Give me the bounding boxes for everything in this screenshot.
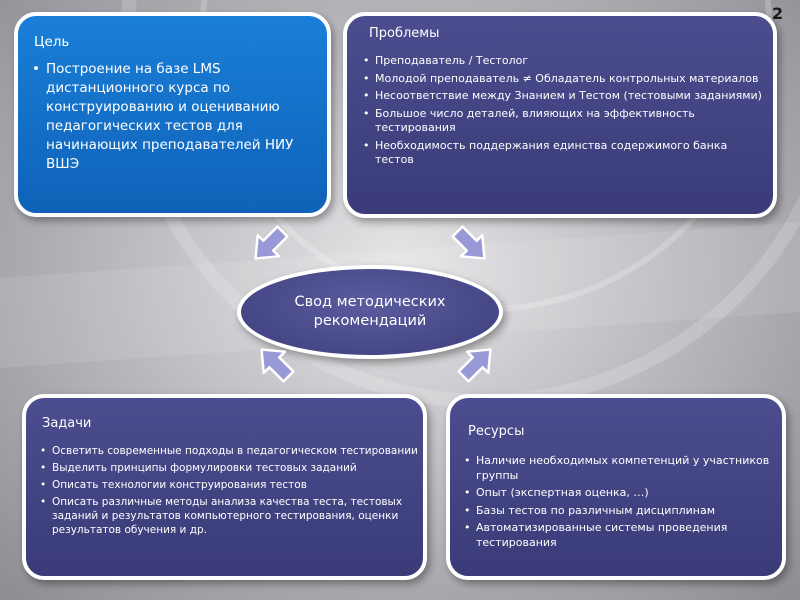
resources-item: • Базы тестов по различным дисциплинам <box>464 504 774 519</box>
problems-item: • Преподаватель / Тестолог <box>363 54 763 69</box>
goal-box <box>14 12 331 217</box>
goal-title: Цель <box>34 34 70 50</box>
goal-item: • Построение на базе LMS дистанционного курса по конструированию и оцениванию педагогических тестов для начинающих преподавателей НИУ ВШЭ <box>32 60 322 174</box>
resources-item: • Автоматизированные системы проведения тестирования <box>464 521 774 550</box>
problems-box <box>343 12 777 218</box>
problems-item: • Большое число деталей, влияющих на эффективность тестирования <box>363 107 763 136</box>
problems-item: • Несоответствие между Знанием и Тестом (тестовыми заданиями) <box>363 89 763 104</box>
tasks-box <box>22 394 427 580</box>
tasks-item: • Описать технологии конструирования тестов <box>40 478 420 492</box>
goal-list <box>32 60 322 174</box>
arrow-down-right-icon <box>246 222 292 268</box>
resources-list <box>464 454 774 553</box>
problems-list <box>363 54 763 171</box>
resources-title: Ресурсы <box>468 424 525 439</box>
tasks-list <box>40 444 420 540</box>
problems-item: • Молодой преподаватель ≠ Обладатель контрольных материалов <box>363 72 763 87</box>
tasks-title: Задачи <box>42 416 92 431</box>
tasks-item: • Описать различные методы анализа качества теста, тестовых заданий и результатов компьютерного тестирования, оценки результатов обучения и др. <box>40 495 420 537</box>
resources-item: • Опыт (экспертная оценка, …) <box>464 486 774 501</box>
tasks-item: • Осветить современные подходы в педагогическом тестировании <box>40 444 420 458</box>
resources-item: • Наличие необходимых компетенций у участников группы <box>464 454 774 483</box>
arrow-down-left-icon <box>448 222 494 268</box>
problems-item: • Необходимость поддержания единства содержимого банка тестов <box>363 139 763 168</box>
resources-box <box>446 394 786 580</box>
tasks-item: • Выделить принципы формулировки тестовых заданий <box>40 461 420 475</box>
problems-title: Проблемы <box>369 26 440 41</box>
page-number: 2 <box>772 4 784 23</box>
arrow-up-left-icon <box>454 340 500 386</box>
center-label: Свод методических рекомендаций <box>294 294 446 329</box>
arrow-up-right-icon <box>252 340 298 386</box>
